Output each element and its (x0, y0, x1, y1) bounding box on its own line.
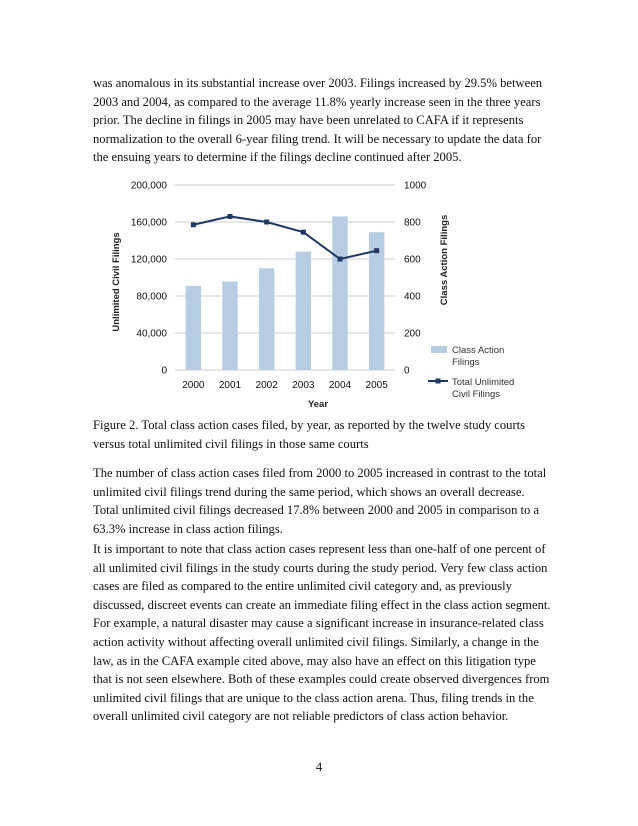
legend-label: Total Unlimited (452, 377, 515, 388)
body-paragraph-3: It is important to note that class action cases represent less than one-half of one percent of all unlimited civil filings in the study courts during the study period. Very few class action cases are filed as compared to the entire unlimited civil category and, as previously discussed, discreet events can create an immediate filing effect in the class action segment. For example, a natural disaster may cause a significant increase in insurance-related class action activity without affecting overall unlimited civil filings. Similarly, a change in the law, as in the CAFA example cited above, may also have an effect on this litigation type that is not seen elsewhere. Both of these examples could create observed divergences from unlimited civil filings that are unique to the class action arena. Thus, filing trends in the overall unlimited civil category are not reliable predictors of class action behavior. (93, 542, 551, 724)
bar (186, 286, 201, 370)
legend-swatch-bar (431, 346, 447, 353)
y-axis-label-left: Unlimited Civil Filings (111, 232, 122, 332)
civil-filings-line (191, 214, 379, 262)
y-axis-label-right: Class Action Filings (439, 214, 450, 306)
y-tick-left: 0 (161, 365, 167, 377)
chart-legend (428, 345, 514, 400)
y-tick-left: 120,000 (130, 254, 167, 266)
series-line (193, 216, 376, 259)
bar (222, 282, 237, 370)
figure-caption: Figure 2. Total class action cases filed, by year, as reported by the twelve study courts versus total unlimited civil filings in those same courts (93, 418, 526, 451)
x-tick: 2000 (182, 380, 205, 391)
x-axis-label: Year (307, 399, 329, 410)
line-point (301, 230, 306, 235)
x-tick: 2004 (328, 380, 352, 391)
line-point (338, 257, 343, 262)
y-tick-right: 600 (404, 254, 421, 266)
filings-chart (95, 172, 515, 412)
line-point (264, 220, 269, 225)
legend-label: Class Action (452, 345, 505, 356)
x-tick: 2005 (365, 380, 388, 391)
legend-swatch-marker (436, 379, 441, 384)
y-tick-right: 400 (404, 291, 421, 303)
bar (259, 268, 274, 370)
chart-gridlines (175, 185, 395, 370)
y-tick-right: 1000 (404, 180, 427, 192)
line-point (228, 214, 233, 219)
y-tick-left: 200,000 (130, 180, 167, 192)
y-tick-right: 200 (404, 328, 421, 340)
body-paragraph-2: The number of class action cases filed from 2000 to 2005 increased in contrast to the total unlimited civil filings trend during the same period, which shows an overall decrease. Total unlimited civil filings decreased 17.8% between 2000 and 2005 in comparison to a 63.3% increase in class action filings. (93, 466, 547, 536)
body-paragraph-1: was anomalous in its substantial increase over 2003. Filings increased by 29.5% between 2003 and 2004, as compared to the average 11.8% yearly increase seen in the three years prior. The decline in filings in 2005 may have been unrelated to CAFA if it represents normalization to the overall 6-year filing trend. It will be necessary to update the data for the ensuing years to determine if the filings decline continued after 2005. (93, 76, 543, 165)
x-tick: 2002 (255, 380, 278, 391)
y-tick-left: 40,000 (136, 328, 167, 340)
bar (332, 216, 347, 370)
line-point (374, 248, 379, 253)
y-tick-right: 800 (404, 217, 421, 229)
y-tick-left: 160,000 (130, 217, 167, 229)
x-tick: 2003 (292, 380, 315, 391)
y-tick-right: 0 (404, 365, 410, 377)
x-tick: 2001 (218, 380, 242, 391)
line-point (191, 222, 196, 227)
bar (296, 252, 311, 370)
y-tick-left: 80,000 (136, 291, 167, 303)
page-number: 4 (315, 760, 323, 774)
legend-label: Civil Filings (452, 389, 501, 400)
class-action-bars (186, 216, 385, 370)
legend-label: Filings (452, 357, 480, 368)
